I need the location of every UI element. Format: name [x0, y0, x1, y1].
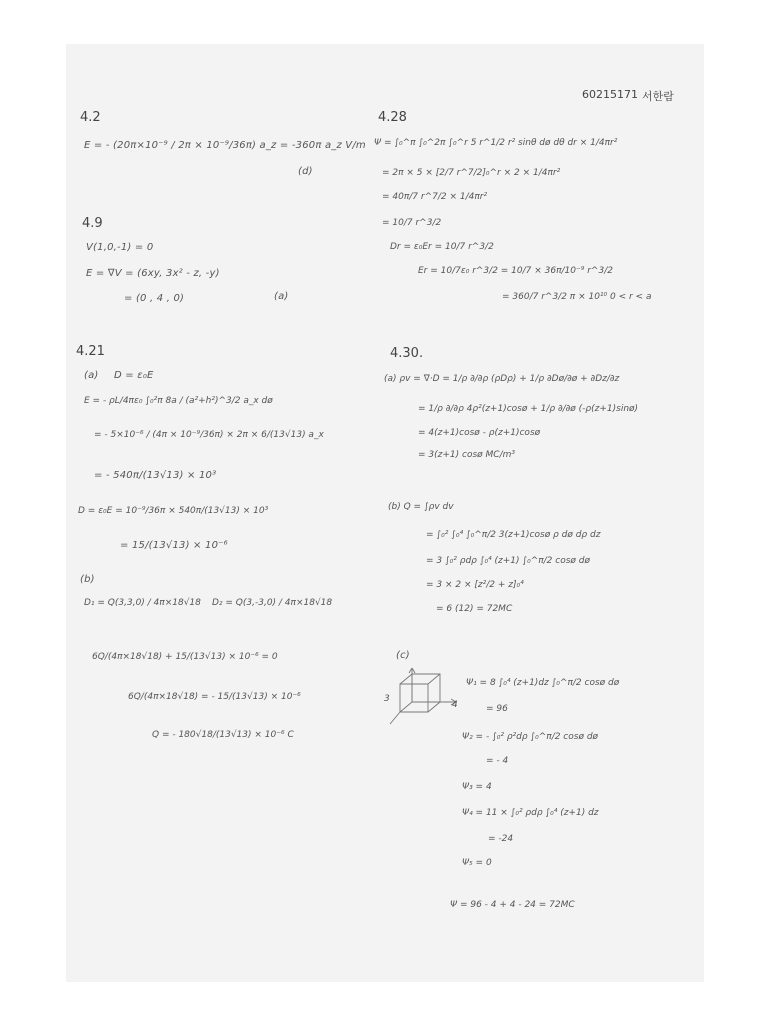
problem-4-21-a-line: = 15/(13√13) × 10⁻⁶ [120, 540, 228, 551]
problem-4-9-line: = (0 , 4 , 0) [124, 293, 185, 304]
problem-4-28-line: = 2π × 5 × [2/7 r^7/2]₀^r × 2 × 1/4πr² [382, 168, 561, 178]
problem-4-30-c-line: Ψ₂ = - ∫₀² ρ²dρ ∫₀^π/2 cosø dø [462, 732, 599, 742]
problem-4-30-title: 4.30. [390, 346, 424, 361]
problem-4-21-a-line: D = ε₀E [114, 370, 154, 381]
problem-4-30-c-line: Ψ₅ = 0 [462, 858, 492, 868]
problem-4-21-part-b: (b) [80, 574, 95, 585]
problem-4-9-line: V(1,0,-1) = 0 [86, 242, 154, 253]
problem-4-28-line: = 10/7 r^3/2 [382, 218, 442, 228]
worksheet-page [66, 44, 704, 982]
problem-4-30-b-line: = ∫₀² ∫₀⁴ ∫₀^π/2 3(z+1)cosø ρ dø dρ dz [426, 530, 601, 540]
problem-4-28-line: = 360/7 r^3/2 π × 10¹⁰ 0 < r < a [502, 292, 652, 302]
problem-4-30-a-line: = 1/ρ ∂/∂ρ 4ρ²(z+1)cosø + 1/ρ ∂/∂ø (-ρ(z+1)sinø) [418, 404, 639, 414]
problem-4-21-a-line: E = - ρL/4πε₀ ∫₀²π 8a / (a²+h²)^3/2 a_x dø [84, 396, 273, 406]
problem-4-30-c-line: = - 4 [486, 756, 509, 766]
problem-4-28-line: Ψ = ∫₀^π ∫₀^2π ∫₀^r 5 r^1/2 r² sinθ dø dθ dr × 1/4πr² [374, 138, 618, 148]
problem-4-30-c-line: Ψ₃ = 4 [462, 782, 492, 792]
cube-diagram [382, 662, 462, 734]
problem-4-30-c-line: Ψ₄ = 11 × ∫₀² ρdρ ∫₀⁴ (z+1) dz [462, 808, 599, 818]
cube-edges [390, 668, 456, 724]
problem-4-2-line: E = - (20π×10⁻⁹ / 2π × 10⁻⁹/36π) a_z = -360π a_z V/m [84, 140, 366, 151]
problem-4-30-b-line: (b) Q = ∫ρv dv [388, 502, 454, 512]
problem-4-9-answer: (a) [274, 291, 289, 302]
problem-4-9-title: 4.9 [82, 216, 103, 231]
problem-4-28-line: = 40π/7 r^7/2 × 1/4πr² [382, 192, 488, 202]
problem-4-30-c-line: = 96 [486, 704, 508, 714]
problem-4-30-c-line: = -24 [488, 834, 514, 844]
problem-4-30-b-line: = 3 × 2 × [z²/2 + z]₀⁴ [426, 580, 524, 590]
problem-4-28-line: Er = 10/7ε₀ r^3/2 = 10/7 × 36π/10⁻⁹ r^3/2 [418, 266, 613, 276]
problem-4-30-a-line: (a) ρv = ∇·D = 1/ρ ∂/∂ρ (ρDρ) + 1/ρ ∂Dø/∂ø + ∂Dz/∂z [384, 374, 620, 384]
problem-4-21-b-line: D₁ = Q(3,3,0) / 4π×18√18 [84, 598, 201, 608]
problem-4-30-b-line: = 6 (12) = 72MC [436, 604, 513, 614]
problem-4-21-b-line: D₂ = Q(3,-3,0) / 4π×18√18 [212, 598, 333, 608]
problem-4-21-a-line: = - 5×10⁻⁶ / (4π × 10⁻⁹/36π) × 2π × 6/(13√13) a_x [94, 430, 324, 440]
problem-4-28-title: 4.28 [378, 110, 407, 125]
student-name: 서한람 [642, 90, 674, 103]
cube-label-4: 4 [452, 700, 458, 710]
student-id: 60215171 [582, 88, 638, 101]
problem-4-21-part-a: (a) [84, 370, 99, 381]
problem-4-21-b-line: 6Q/(4π×18√18) = - 15/(13√13) × 10⁻⁶ [128, 692, 301, 702]
problem-4-21-a-line: D = ε₀E = 10⁻⁹/36π × 540π/(13√13) × 10³ [78, 506, 269, 516]
problem-4-30-a-line: = 3(z+1) cosø MC/m³ [418, 450, 515, 460]
problem-4-28-line: Dr = ε₀Er = 10/7 r^3/2 [390, 242, 494, 252]
problem-4-2-title: 4.2 [80, 110, 101, 125]
problem-4-2-answer: (d) [298, 166, 313, 177]
problem-4-21-title: 4.21 [76, 344, 105, 359]
problem-4-21-a-line: = - 540π/(13√13) × 10³ [94, 470, 217, 481]
problem-4-21-b-line: Q = - 180√18/(13√13) × 10⁻⁶ C [152, 730, 294, 740]
problem-4-30-c-line: Ψ₁ = 8 ∫₀⁴ (z+1)dz ∫₀^π/2 cosø dø [466, 678, 620, 688]
problem-4-30-part-c: (c) [396, 650, 410, 661]
problem-4-30-b-line: = 3 ∫₀² ρdρ ∫₀⁴ (z+1) ∫₀^π/2 cosø dø [426, 556, 590, 566]
problem-4-21-b-line: 6Q/(4π×18√18) + 15/(13√13) × 10⁻⁶ = 0 [92, 652, 278, 662]
problem-4-9-line: E = ∇V = (6xy, 3x² - z, -y) [86, 268, 220, 279]
problem-4-30-a-line: = 4(z+1)cosø - ρ(z+1)cosø [418, 428, 541, 438]
cube-label-3: 3 [384, 694, 390, 704]
problem-4-30-c-line: Ψ = 96 - 4 + 4 - 24 = 72MC [450, 900, 575, 910]
